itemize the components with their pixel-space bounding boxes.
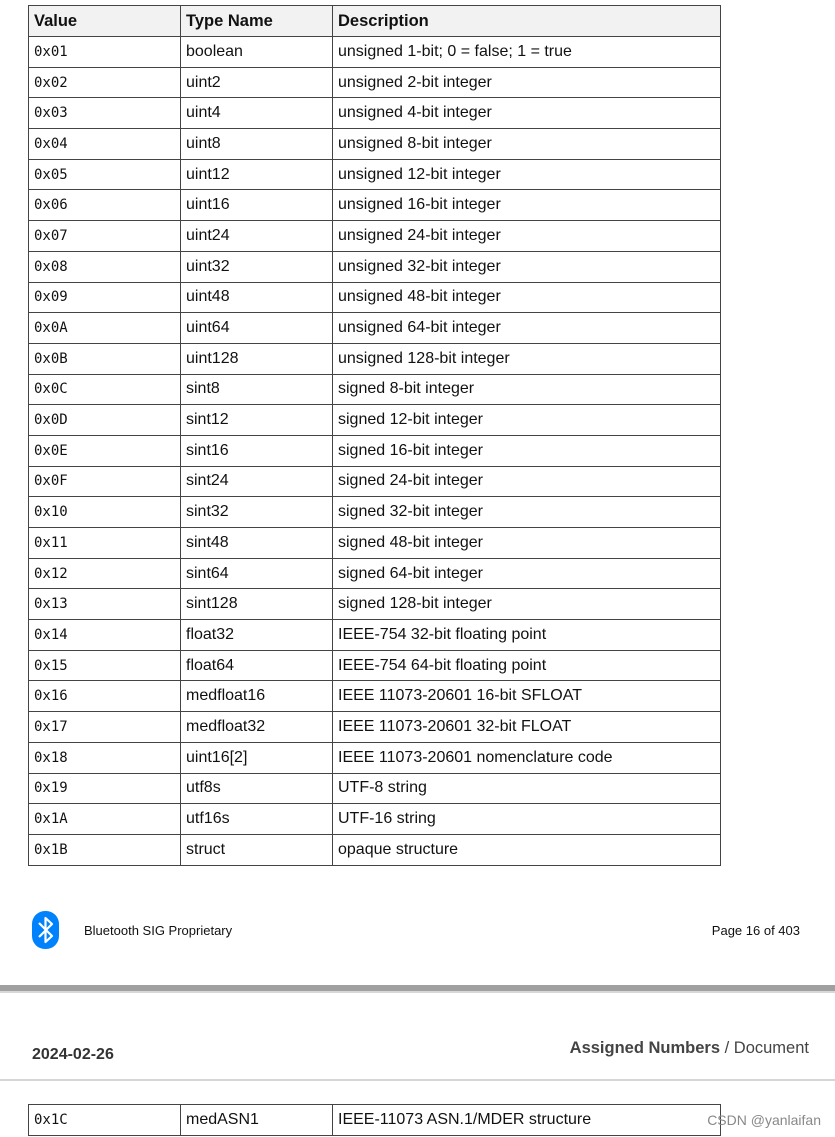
cell-type-name: uint16[2] xyxy=(181,742,333,773)
cell-value: 0x0C xyxy=(29,374,181,405)
table-row xyxy=(29,773,721,804)
table-row xyxy=(29,313,721,344)
table-row xyxy=(29,67,721,98)
cell-type-name: sint64 xyxy=(181,558,333,589)
cell-type-name: sint12 xyxy=(181,405,333,436)
cell-type-name: utf16s xyxy=(181,804,333,835)
table-row xyxy=(29,129,721,160)
cell-description: signed 128-bit integer xyxy=(333,589,721,620)
header-title-rest: / Document xyxy=(720,1039,809,1057)
cell-value: 0x03 xyxy=(29,98,181,129)
table-row xyxy=(29,251,721,282)
cell-value: 0x1C xyxy=(29,1105,181,1136)
footer-page-number: Page 16 of 403 xyxy=(711,923,800,938)
watermark: CSDN @yanlaifan xyxy=(707,1112,821,1128)
cell-type-name: boolean xyxy=(181,37,333,68)
cell-type-name: uint16 xyxy=(181,190,333,221)
table-row xyxy=(29,98,721,129)
cell-value: 0x17 xyxy=(29,712,181,743)
cell-description: signed 24-bit integer xyxy=(333,466,721,497)
cell-type-name: uint64 xyxy=(181,313,333,344)
cell-type-name: medASN1 xyxy=(181,1105,333,1136)
header-title xyxy=(570,1039,809,1058)
cell-value: 0x11 xyxy=(29,528,181,559)
cell-type-name: uint24 xyxy=(181,221,333,252)
table-row xyxy=(29,435,721,466)
header-title-bold: Assigned Numbers xyxy=(569,1039,721,1057)
cell-type-name: medfloat32 xyxy=(181,712,333,743)
cell-type-name: float64 xyxy=(181,650,333,681)
cell-description: signed 64-bit integer xyxy=(333,558,721,589)
cell-type-name: uint12 xyxy=(181,159,333,190)
cell-value: 0x14 xyxy=(29,620,181,651)
cell-value: 0x05 xyxy=(29,159,181,190)
cell-value: 0x0E xyxy=(29,435,181,466)
cell-description: unsigned 4-bit integer xyxy=(333,98,721,129)
data-types-table-continued xyxy=(28,1104,721,1136)
cell-value: 0x0D xyxy=(29,405,181,436)
cell-description: signed 32-bit integer xyxy=(333,497,721,528)
cell-description: unsigned 12-bit integer xyxy=(333,159,721,190)
data-types-table xyxy=(28,5,721,866)
cell-description: UTF-16 string xyxy=(333,804,721,835)
table-row xyxy=(29,589,721,620)
table-row xyxy=(29,466,721,497)
cell-value: 0x0F xyxy=(29,466,181,497)
cell-value: 0x08 xyxy=(29,251,181,282)
cell-type-name: uint128 xyxy=(181,343,333,374)
cell-type-name: sint128 xyxy=(181,589,333,620)
cell-type-name: uint2 xyxy=(181,67,333,98)
cell-description: IEEE-754 64-bit floating point xyxy=(333,650,721,681)
cell-description: IEEE-754 32-bit floating point xyxy=(333,620,721,651)
cell-value: 0x01 xyxy=(29,37,181,68)
cell-description: IEEE 11073-20601 nomenclature code xyxy=(333,742,721,773)
table-row xyxy=(29,804,721,835)
cell-description: unsigned 16-bit integer xyxy=(333,190,721,221)
cell-type-name: struct xyxy=(181,834,333,865)
table-row xyxy=(29,374,721,405)
cell-description: unsigned 2-bit integer xyxy=(333,67,721,98)
cell-description: IEEE-11073 ASN.1/MDER structure xyxy=(333,1105,721,1136)
cell-value: 0x04 xyxy=(29,129,181,160)
table-row xyxy=(29,650,721,681)
table-row xyxy=(29,1105,721,1136)
cell-type-name: uint48 xyxy=(181,282,333,313)
cell-type-name: sint16 xyxy=(181,435,333,466)
table-row xyxy=(29,681,721,712)
table-row xyxy=(29,620,721,651)
cell-description: unsigned 128-bit integer xyxy=(333,343,721,374)
cell-value: 0x19 xyxy=(29,773,181,804)
header-description: Description xyxy=(333,6,721,37)
table-row xyxy=(29,834,721,865)
cell-value: 0x02 xyxy=(29,67,181,98)
cell-value: 0x07 xyxy=(29,221,181,252)
table-row xyxy=(29,343,721,374)
cell-value: 0x15 xyxy=(29,650,181,681)
cell-value: 0x13 xyxy=(29,589,181,620)
cell-value: 0x0A xyxy=(29,313,181,344)
bluetooth-logo-icon xyxy=(32,911,59,954)
cell-value: 0x0B xyxy=(29,343,181,374)
table-row xyxy=(29,405,721,436)
cell-description: UTF-8 string xyxy=(333,773,721,804)
cell-value: 0x1A xyxy=(29,804,181,835)
cell-type-name: sint48 xyxy=(181,528,333,559)
cell-value: 0x10 xyxy=(29,497,181,528)
cell-description: signed 12-bit integer xyxy=(333,405,721,436)
cell-description: IEEE 11073-20601 32-bit FLOAT xyxy=(333,712,721,743)
cell-type-name: uint32 xyxy=(181,251,333,282)
cell-value: 0x16 xyxy=(29,681,181,712)
table-row xyxy=(29,282,721,313)
cell-type-name: sint24 xyxy=(181,466,333,497)
cell-description: unsigned 32-bit integer xyxy=(333,251,721,282)
cell-value: 0x18 xyxy=(29,742,181,773)
cell-description: unsigned 64-bit integer xyxy=(333,313,721,344)
header-date: 2024-02-26 xyxy=(32,1046,114,1063)
cell-type-name: sint8 xyxy=(181,374,333,405)
cell-description: unsigned 24-bit integer xyxy=(333,221,721,252)
header-type-name: Type Name xyxy=(181,6,333,37)
table-row xyxy=(29,159,721,190)
cell-value: 0x12 xyxy=(29,558,181,589)
cell-description: signed 8-bit integer xyxy=(333,374,721,405)
cell-type-name: sint32 xyxy=(181,497,333,528)
cell-description: opaque structure xyxy=(333,834,721,865)
cell-type-name: medfloat16 xyxy=(181,681,333,712)
table-row xyxy=(29,528,721,559)
cell-description: unsigned 1-bit; 0 = false; 1 = true xyxy=(333,37,721,68)
page-separator xyxy=(0,985,835,993)
table-row xyxy=(29,742,721,773)
table-row xyxy=(29,558,721,589)
cell-value: 0x09 xyxy=(29,282,181,313)
cell-type-name: utf8s xyxy=(181,773,333,804)
table-header-row xyxy=(29,6,721,37)
table-row xyxy=(29,190,721,221)
cell-type-name: uint4 xyxy=(181,98,333,129)
table-row xyxy=(29,712,721,743)
cell-description: unsigned 48-bit integer xyxy=(333,282,721,313)
cell-description: signed 16-bit integer xyxy=(333,435,721,466)
header-divider xyxy=(0,1079,835,1081)
cell-value: 0x06 xyxy=(29,190,181,221)
table-row xyxy=(29,221,721,252)
cell-description: signed 48-bit integer xyxy=(333,528,721,559)
cell-type-name: float32 xyxy=(181,620,333,651)
cell-description: unsigned 8-bit integer xyxy=(333,129,721,160)
cell-value: 0x1B xyxy=(29,834,181,865)
cell-description: IEEE 11073-20601 16-bit SFLOAT xyxy=(333,681,721,712)
table-row xyxy=(29,497,721,528)
header-value: Value xyxy=(29,6,181,37)
table-row xyxy=(29,37,721,68)
footer-proprietary: Bluetooth SIG Proprietary xyxy=(84,923,233,938)
cell-type-name: uint8 xyxy=(181,129,333,160)
